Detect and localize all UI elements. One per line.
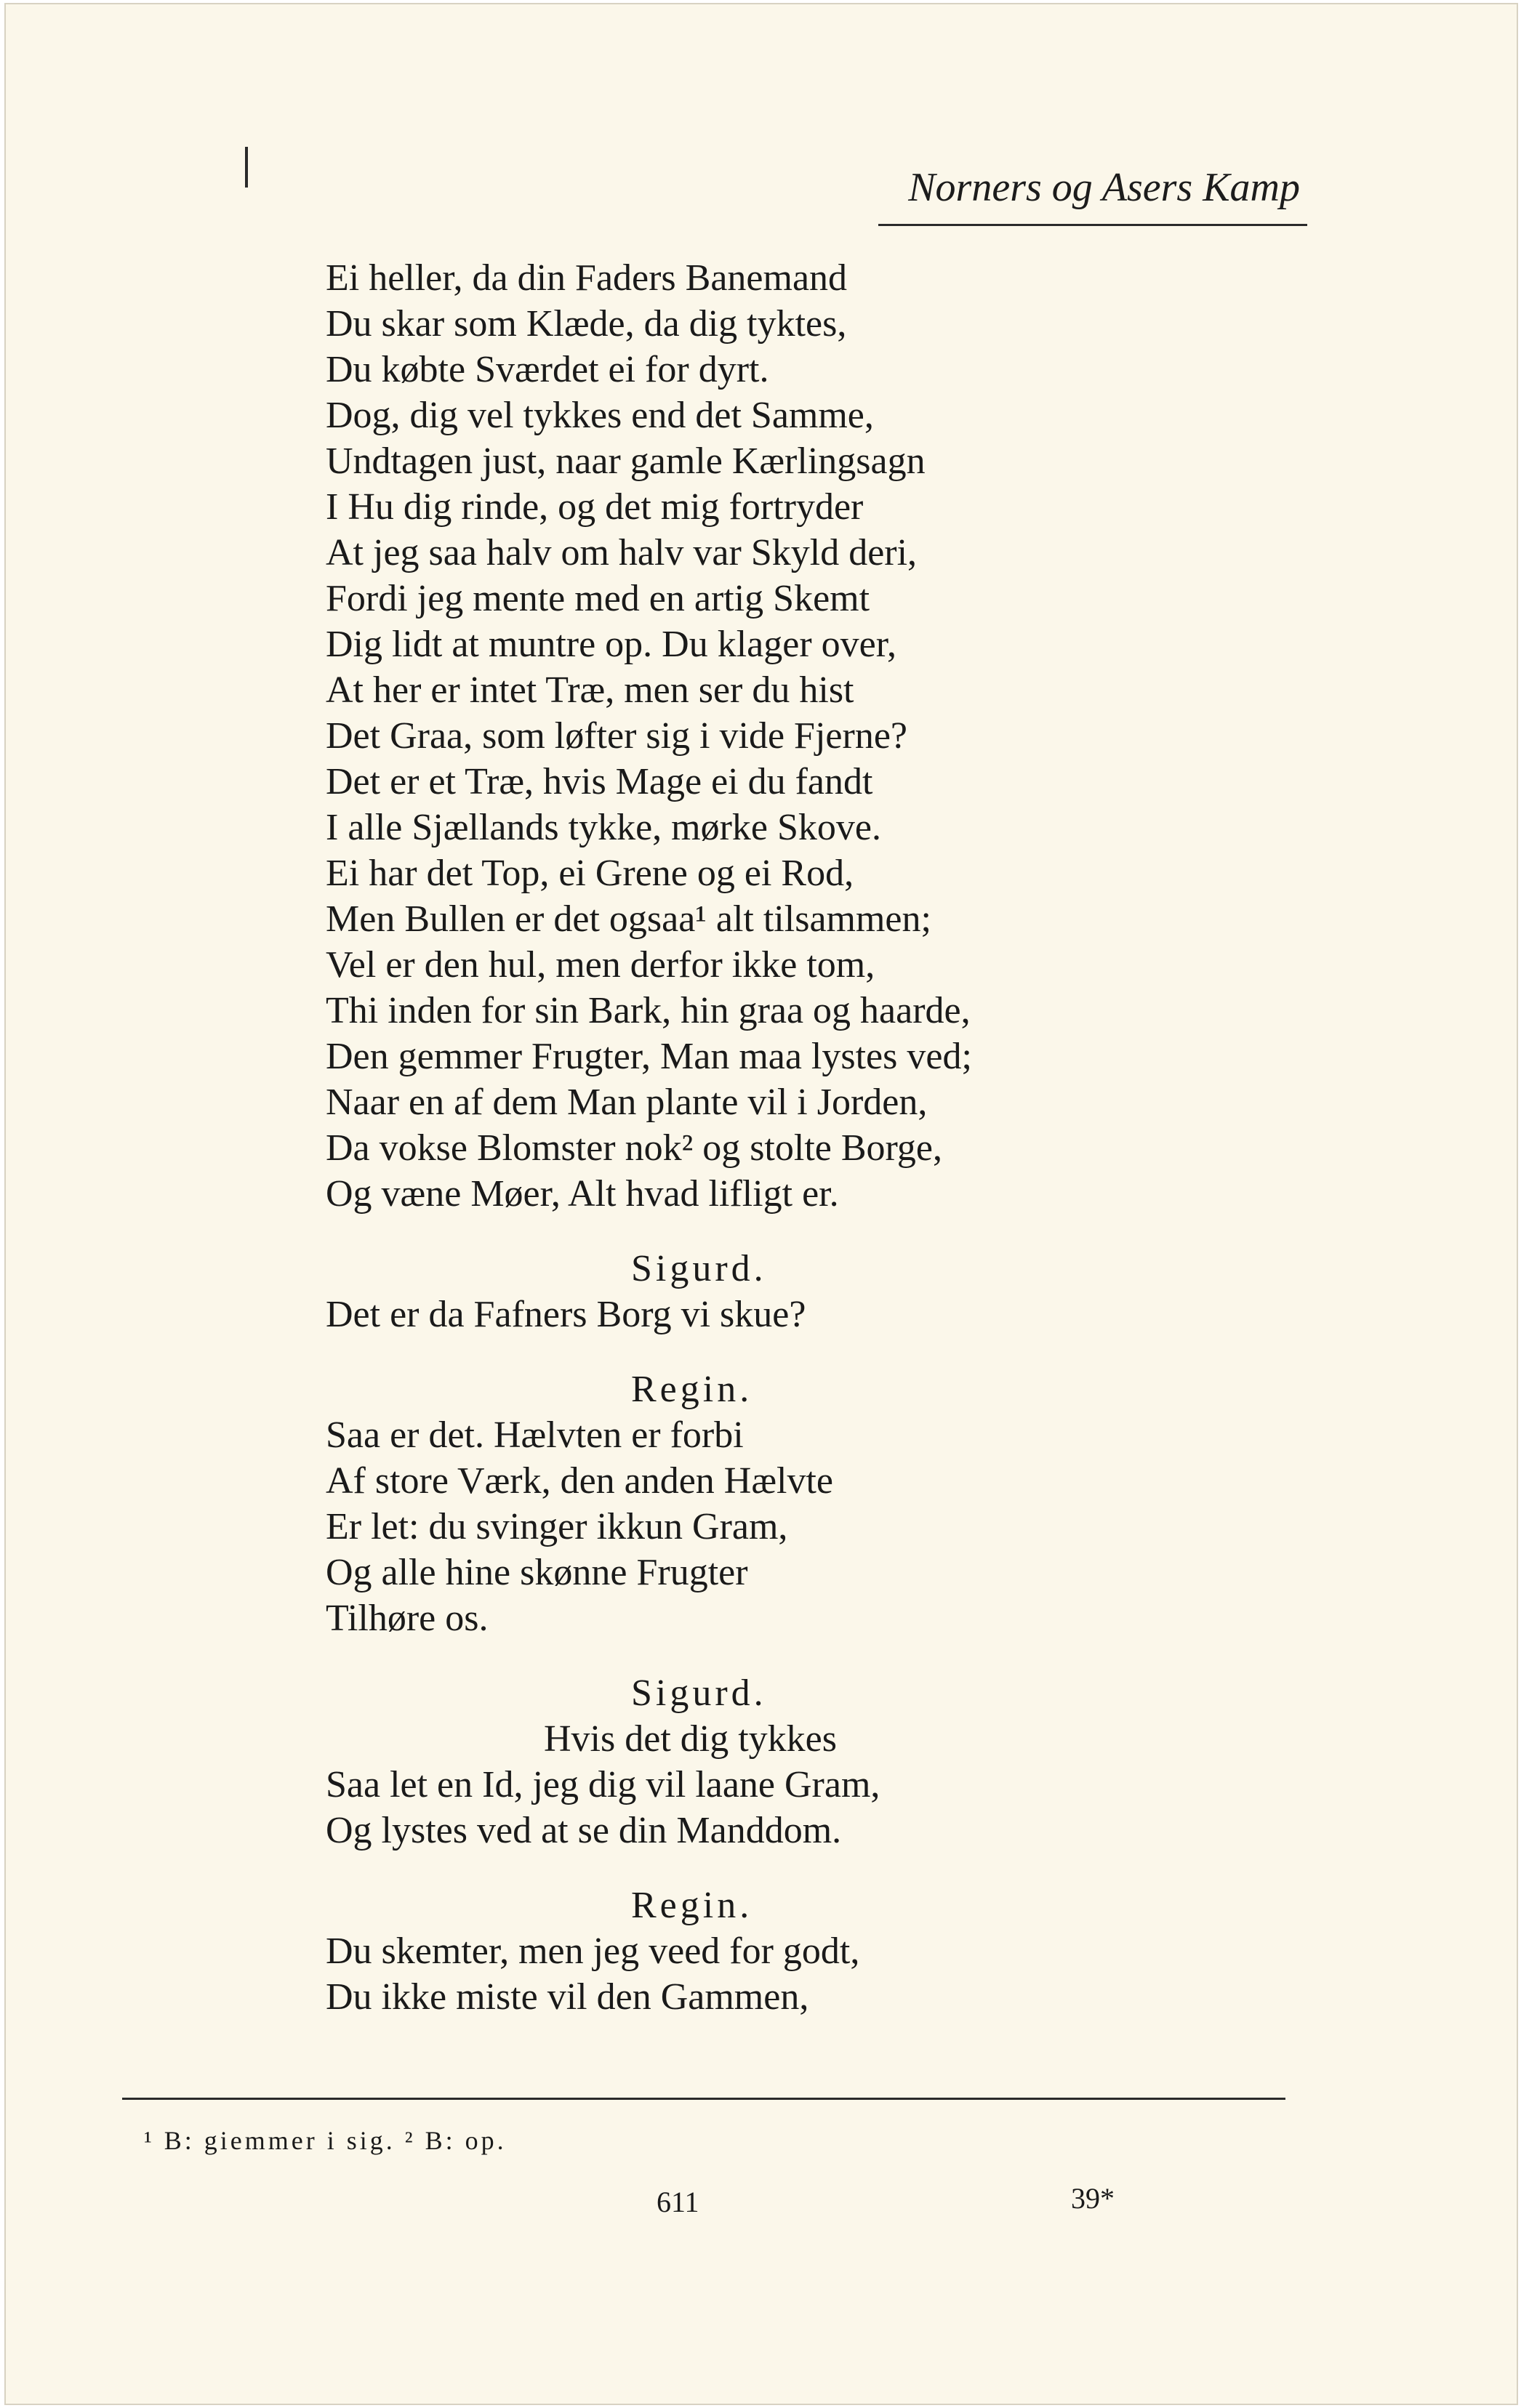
verse-line: Da vokse Blomster nok² og stolte Borge, [326, 1127, 942, 1169]
verse-line: Ei har det Top, ei Grene og ei Rod, [326, 853, 854, 894]
speaker-name: Regin. [631, 1885, 753, 1926]
verse-line: Undtagen just, naar gamle Kærlingsagn [326, 440, 926, 482]
verse-line: Det Graa, som løfter sig i vide Fjerne? [326, 715, 907, 757]
verse-line: Ei heller, da din Faders Banemand [326, 257, 848, 299]
verse-line: Naar en af dem Man plante vil i Jorden, [326, 1082, 928, 1123]
margin-mark [245, 147, 248, 188]
verse-line: Dog, dig vel tykkes end det Samme, [326, 395, 874, 436]
verse-line: Men Bullen er det ogsaa¹ alt tilsammen; [326, 898, 931, 940]
verse-line: Saa er det. Hælvten er forbi [326, 1414, 744, 1456]
footnotes: ¹ B: giemmer i sig. ² B: op. [144, 2126, 507, 2155]
verse-line: Du skemter, men jeg veed for godt, [326, 1930, 860, 1972]
verse-line: Saa let en Id, jeg dig vil laane Gram, [326, 1764, 880, 1805]
verse-line: Hvis det dig tykkes [544, 1718, 837, 1760]
verse-line: Det er et Træ, hvis Mage ei du fandt [326, 761, 873, 802]
verse-line: Af store Værk, den anden Hælvte [326, 1460, 834, 1502]
verse-line: Du ikke miste vil den Gammen, [326, 1976, 809, 2018]
verse-line: Den gemmer Frugter, Man maa lystes ved; [326, 1036, 972, 1077]
verse-line: Og alle hine skønne Frugter [326, 1552, 748, 1593]
verse-line: Er let: du svinger ikkun Gram, [326, 1506, 788, 1547]
verse-line: I alle Sjællands tykke, mørke Skove. [326, 807, 882, 848]
page-number: 611 [657, 2186, 699, 2218]
verse-line: Du skar som Klæde, da dig tyktes, [326, 303, 847, 345]
book-page [4, 3, 1518, 2405]
verse-line: Du købte Sværdet ei for dyrt. [326, 349, 769, 390]
verse-line: Vel er den hul, men derfor ikke tom, [326, 944, 875, 986]
verse-line: Fordi jeg mente med en artig Skemt [326, 578, 870, 619]
speaker-name: Sigurd. [631, 1248, 767, 1289]
verse-line: At jeg saa halv om halv var Skyld deri, [326, 532, 918, 573]
verse-line: Tilhøre os. [326, 1598, 489, 1639]
verse-line: Dig lidt at muntre op. Du klager over, [326, 624, 896, 665]
verse-text [326, 255, 1271, 2020]
footnote-rule [122, 2098, 1285, 2100]
verse-line: I Hu dig rinde, og det mig fortryder [326, 486, 864, 528]
signature-mark: 39* [1071, 2182, 1115, 2215]
header-rule [878, 224, 1307, 226]
verse-line: At her er intet Træ, men ser du hist [326, 669, 854, 711]
speaker-name: Sigurd. [631, 1672, 767, 1714]
running-head: Norners og Asers Kamp [908, 165, 1300, 210]
speaker-name: Regin. [631, 1369, 753, 1410]
verse-line: Thi inden for sin Bark, hin graa og haarde, [326, 990, 971, 1031]
verse-line: Og væne Møer, Alt hvad lifligt er. [326, 1173, 839, 1215]
verse-line: Og lystes ved at se din Manddom. [326, 1810, 842, 1851]
verse-line: Det er da Fafners Borg vi skue? [326, 1294, 806, 1335]
